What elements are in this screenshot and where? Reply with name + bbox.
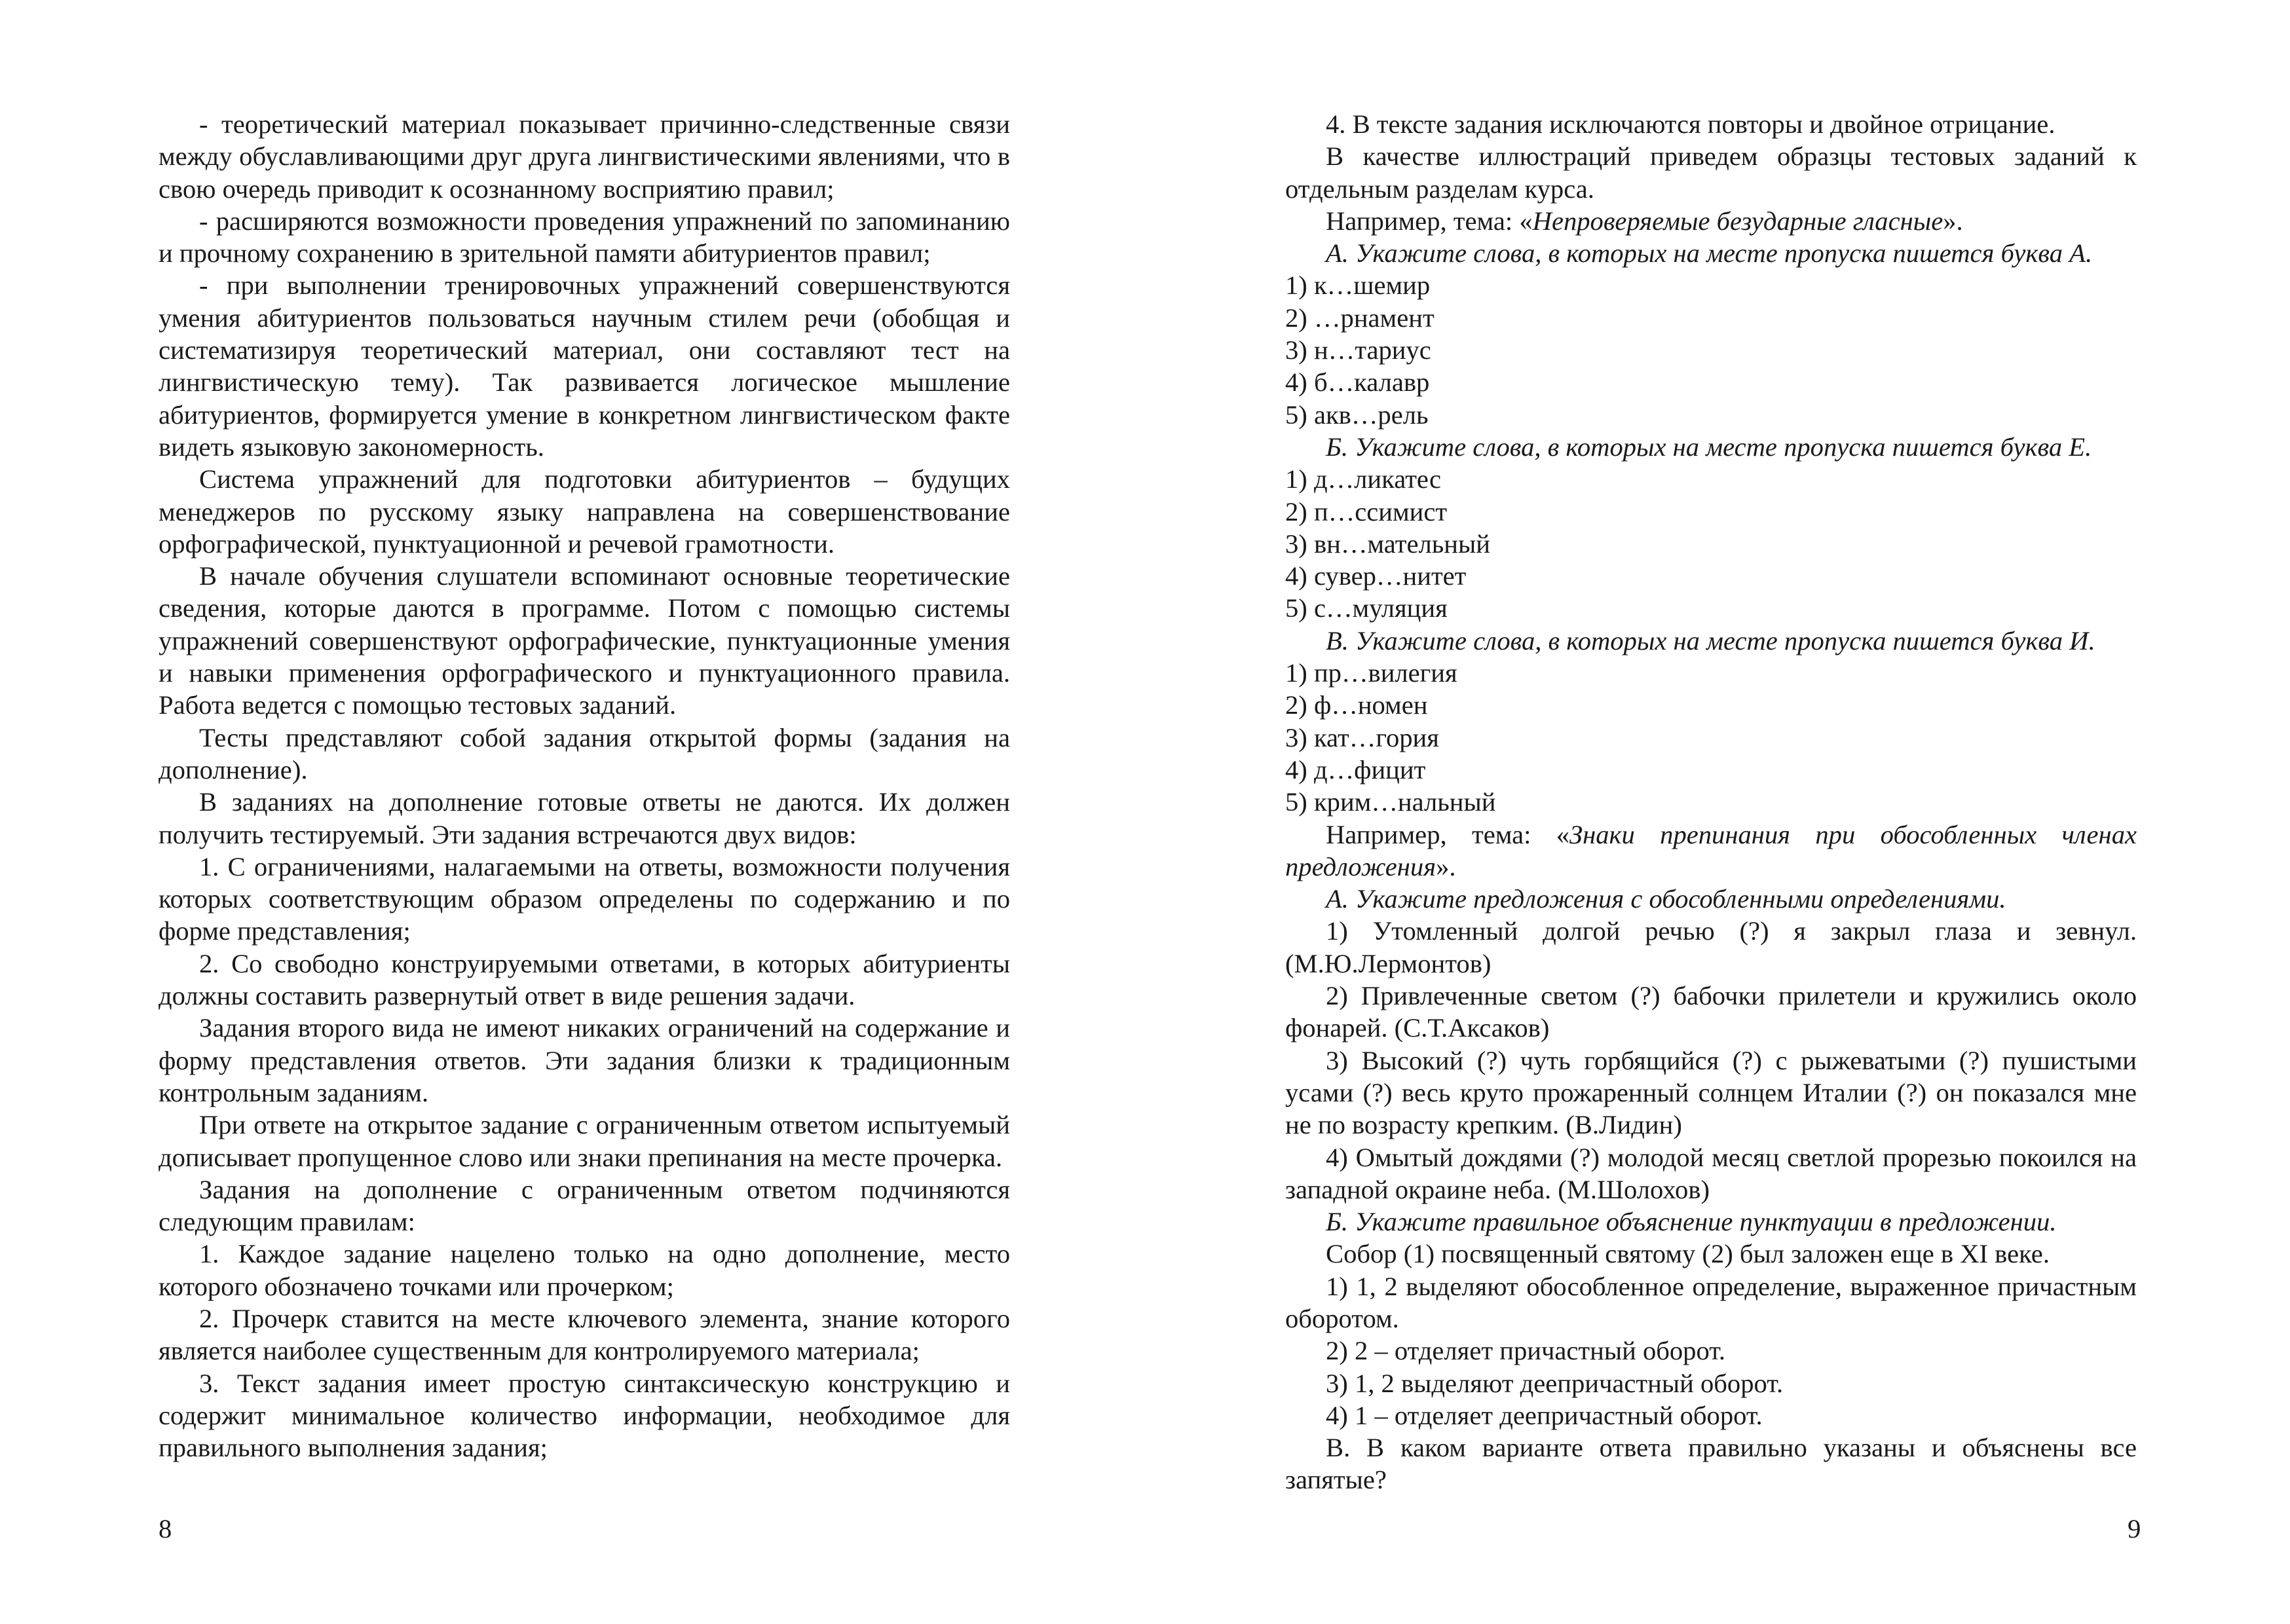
list-item: 5) с…муляция	[1285, 593, 1448, 623]
list-item: 2) …рнамент	[1285, 303, 1435, 333]
rule-item: 4. В тексте задания исключаются повторы и двойное отрицание.	[1326, 109, 2055, 139]
paragraph: 1. Каждое задание нацелено только на одно дополнение, место которого обозначено точками или прочерком;	[159, 1239, 1010, 1301]
page-number-left: 8	[159, 1514, 172, 1543]
task-v: В. Укажите слова, в которых на месте пропуска пишется буква И.	[1326, 625, 2095, 655]
list-item: 4) д…фицит	[1285, 754, 1426, 784]
list-item: 4) сувер…нитет	[1285, 561, 1467, 591]
answer-item: 1) 1, 2 выделяют обособленное определение, выраженное причастным оборотом.	[1285, 1271, 2137, 1333]
paragraph: В заданиях на дополнение готовые ответы не даются. Их должен получить тестируемый. Эти задания встречаются двух видов:	[159, 787, 1010, 849]
list-item: 1) пр…вилегия	[1285, 658, 1457, 688]
answer-item: 4) 1 – отделяет деепричастный оборот.	[1326, 1400, 1763, 1430]
topic-heading-2	[1285, 819, 2137, 883]
paragraph: Система упражнений для подготовки абитуриентов – будущих менеджеров по русскому языку направлена на совершенствование орфографической, пунктуационной и речевой грамотности.	[159, 464, 1010, 559]
paragraph: Тесты представляют собой задания открытой формы (задания на дополнение).	[159, 722, 1010, 784]
sentence-item: 3) Высокий (?) чуть горбящийся (?) с рыжеватыми (?) пушистыми усами (?) весь круто прожаренный солнцем Италии (?) он показался мне не по возрасту крепким. (В.Лидин)	[1285, 1045, 2137, 1140]
task2-b: Б. Укажите правильное объяснение пунктуации в предложении.	[1326, 1207, 2057, 1237]
topic-prefix: Например, тема: «	[1326, 819, 1570, 849]
list-item: 1) д…ликатес	[1285, 464, 1441, 494]
list-item: 5) крим…нальный	[1285, 787, 1496, 817]
left-page	[159, 108, 1010, 1464]
list-item: 1) к…шемир	[1285, 270, 1431, 301]
list-item: 5) акв…рель	[1285, 399, 1429, 430]
paragraph: Задания второго вида не имеют никаких ограничений на содержание и форму представления ответов. Эти задания близки к традиционным контрольным заданиям.	[159, 1013, 1010, 1107]
sentence-item: 4) Омытый дождями (?) молодой месяц светлой прорезью покоился на западной окраине неба. (М.Шолохов)	[1285, 1142, 2137, 1204]
paragraph: 2. Со свободно конструируемыми ответами, в которых абитуриенты должны составить развернутый ответ в виде решения задачи.	[159, 948, 1010, 1011]
list-item: 3) вн…мательный	[1285, 528, 1490, 559]
paragraph: 3. Текст задания имеет простую синтаксическую конструкцию и содержит минимальное количество информации, необходимое для правильного выполнения задания;	[159, 1368, 1010, 1463]
task2-a: А. Укажите предложения с обособленными определениями.	[1326, 884, 2006, 914]
paragraph: В качестве иллюстраций приведем образцы тестовых заданий к отдельным разделам курса.	[1285, 141, 2137, 204]
paragraph: - расширяются возможности проведения упражнений по запоминанию и прочному сохранению в зрительной памяти абитуриентов правил;	[159, 206, 1010, 268]
paragraph: 1. С ограничениями, налагаемыми на ответы, возможности получения которых соответствующим образом определены по содержанию и по форме представления;	[159, 851, 1010, 946]
topic-suffix: ».	[1436, 851, 1456, 881]
example-sentence: Собор (1) посвященный святому (2) был заложен еще в XI веке.	[1326, 1239, 2050, 1269]
answer-item: 2) 2 – отделяет причастный оборот.	[1326, 1336, 1726, 1366]
task2-v: В. В каком варианте ответа правильно указаны и объяснены все запятые?	[1285, 1433, 2137, 1495]
paragraph: При ответе на открытое задание с ограниченным ответом испытуемый дописывает пропущенное слово или знаки препинания на месте прочерка.	[159, 1110, 1010, 1172]
list-item: 4) б…калавр	[1285, 367, 1430, 397]
topic-title: Непроверяемые безударные гласные	[1532, 206, 1943, 236]
paragraph: 2. Прочерк ставится на месте ключевого элемента, знание которого является наиболее существенным для контролируемого материала;	[159, 1303, 1010, 1366]
sentence-item: 1) Утомленный долгой речью (?) я закрыл глаза и зевнул. (М.Ю.Лермонтов)	[1285, 916, 2137, 978]
topic-suffix: ».	[1943, 206, 1963, 236]
list-item: 3) кат…гория	[1285, 722, 1439, 752]
list-item: 2) п…ссимист	[1285, 496, 1448, 526]
paragraph: - при выполнении тренировочных упражнений совершенствуются умения абитуриентов пользоваться научным стилем речи (обобщая и систематизируя теоретический материал, они составляют тест на лингвистическую тему). Так развивается логическое мышление абитуриентов, формируется умение в конкретном лингвистическом факте видеть языковую закономерность.	[159, 270, 1010, 462]
list-item: 2) ф…номен	[1285, 690, 1428, 720]
topic-heading-1	[1285, 205, 2137, 237]
topic-title: Знаки препинания при обособленных членах предложения	[1285, 819, 2137, 881]
paragraph: - теоретический материал показывает причинно-следственные связи между обуславливающими друг друга лингвистическими явлениями, что в свою очередь приводит к осознанному восприятию правил;	[159, 109, 1010, 204]
task-a: А. Укажите слова, в которых на месте пропуска пишется буква А.	[1326, 238, 2093, 268]
list-item: 3) н…тариус	[1285, 335, 1431, 365]
right-page	[1285, 108, 2137, 1496]
sentence-item: 2) Привлеченные светом (?) бабочки прилетели и кружились около фонарей. (С.Т.Аксаков)	[1285, 981, 2137, 1043]
paragraph: В начале обучения слушатели вспоминают основные теоретические сведения, которые даются в программе. Потом с помощью системы упражнений совершенствуют орфографические, пунктуационные умения и навыки применения орфографического и пунктуационного правила. Работа ведется с помощью тестовых заданий.	[159, 561, 1010, 720]
topic-prefix: Например, тема: «	[1326, 206, 1533, 236]
answer-item: 3) 1, 2 выделяют деепричастный оборот.	[1326, 1368, 1784, 1398]
paragraph: Задания на дополнение с ограниченным ответом подчиняются следующим правилам:	[159, 1174, 1010, 1237]
task-b: Б. Укажите слова, в которых на месте пропуска пишется буква Е.	[1326, 432, 2092, 462]
page-number-right: 9	[2128, 1514, 2141, 1543]
